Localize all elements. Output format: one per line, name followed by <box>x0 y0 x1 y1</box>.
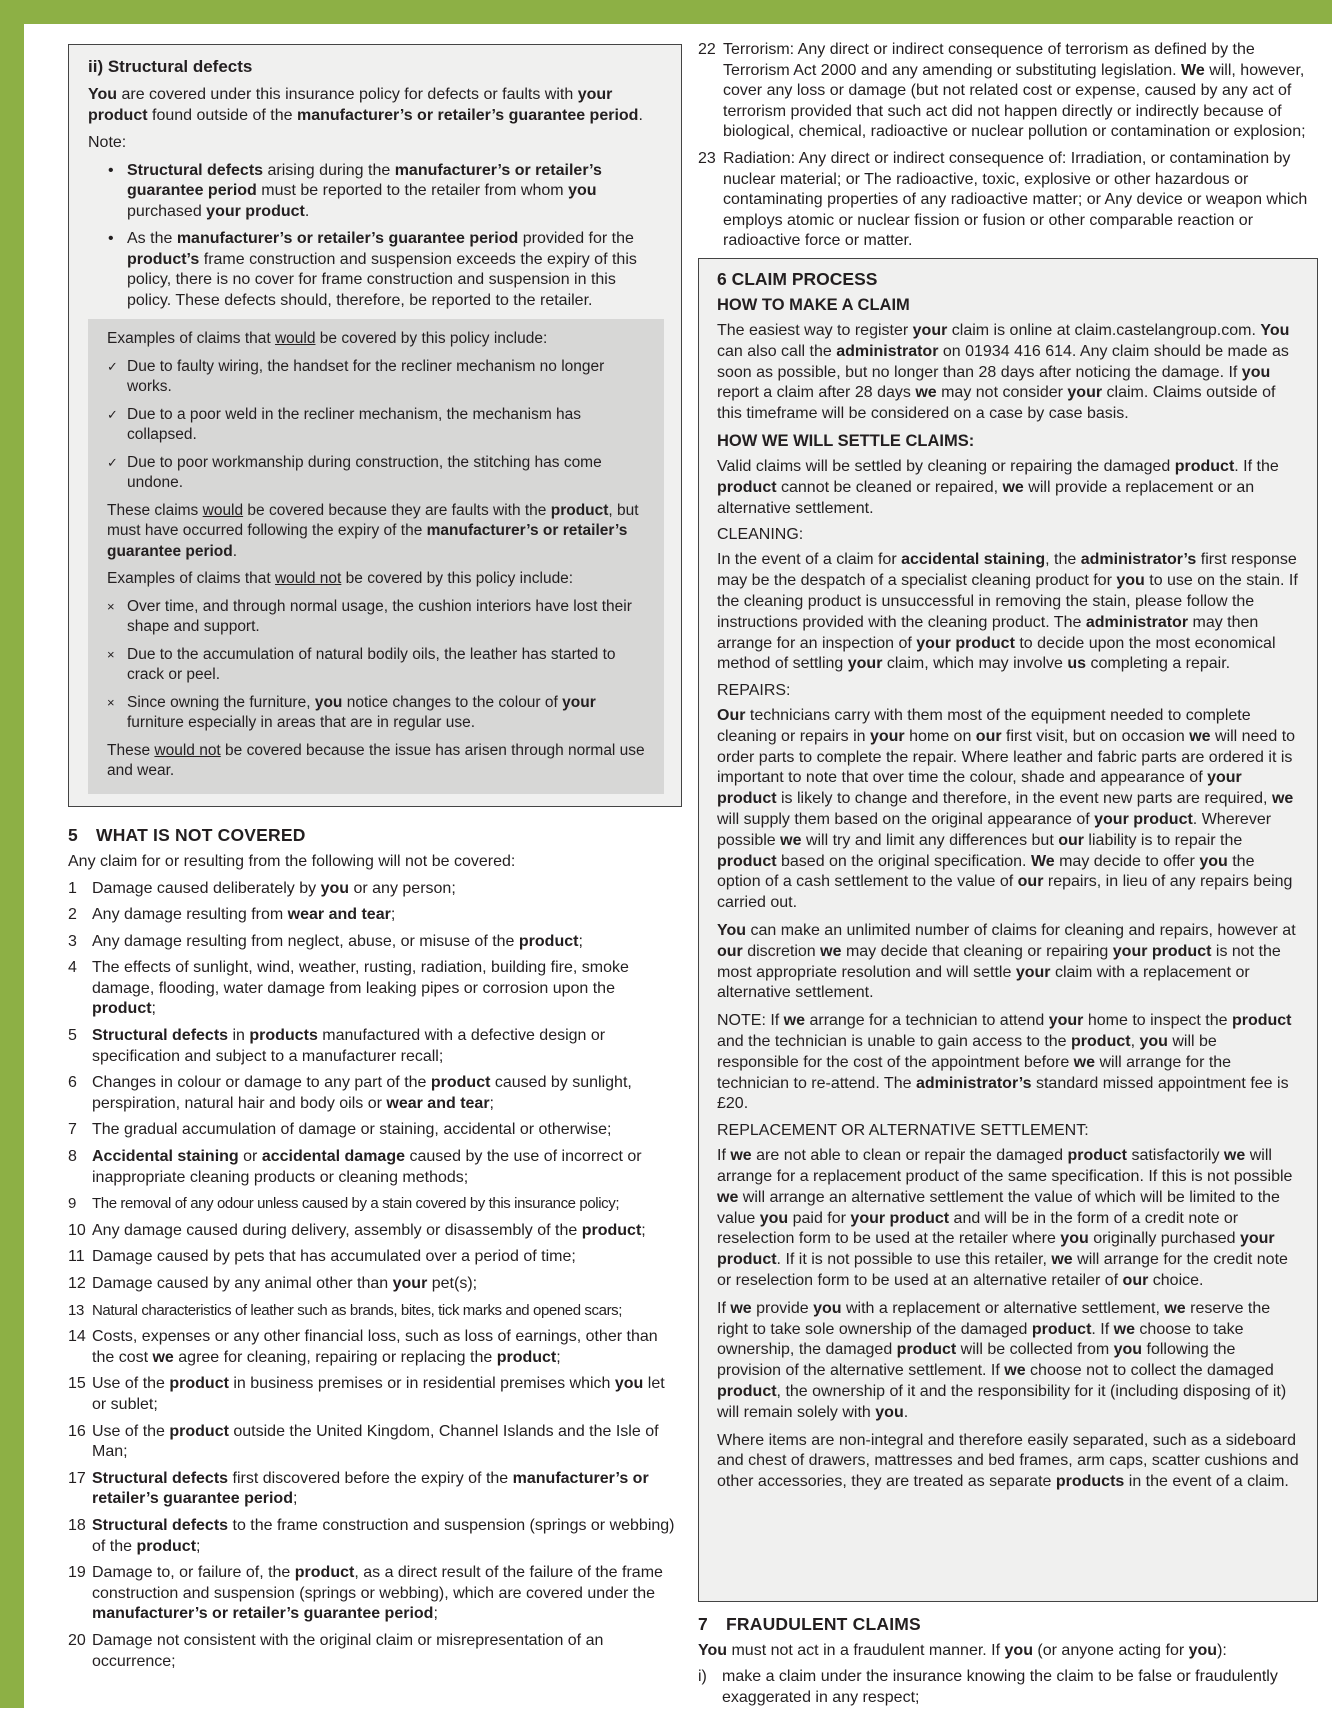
item-text: Accidental staining or accidental damage caused by the use of incorrect or inappropriate cleaning products or cleaning methods; <box>92 1148 642 1186</box>
fraud-conditions-list <box>698 1667 1318 1708</box>
note-bullet-list <box>88 161 663 312</box>
examples-panel <box>88 319 664 794</box>
check-icon: ✓ <box>107 358 118 374</box>
not-covered-examples-list <box>107 597 645 734</box>
example-text: Since owning the furniture, you notice changes to the colour of your furniture especially in areas that are in regular use. <box>127 693 596 731</box>
section-7-number: 7 <box>698 1613 708 1634</box>
note-label: Note: <box>88 134 127 151</box>
item-number: 17 <box>68 1469 86 1487</box>
cross-icon: × <box>107 598 115 614</box>
replacement-text: If we are not able to clean or repair the damaged product satisfactorily we will arrange for a replacement product of the same specification. If this is not possible we will arrange an alternative settlement the value of which will be limited to the value you paid for your product and will be in the form of a credit note or reselection form to be used at the retailer where you originally purchased your product. If it is not possible to use this retailer, we will arrange for the credit note or reselection form to be used at an alternative retailer of our choice. <box>717 1147 1293 1290</box>
settle-claims-text: Valid claims will be settled by cleaning or repairing the damaged product. If the product cannot be cleaned or repaired, we will provide a replacement or an alternative settlement. <box>717 457 1279 517</box>
settle-claims-heading: HOW WE WILL SETTLE CLAIMS: <box>717 431 975 450</box>
item-number: 4 <box>68 959 77 977</box>
example-item <box>107 405 645 446</box>
structural-intro: You are covered under this insurance policy for defects or faults with your product found outside of the manufacturer’s or retailer’s guarantee period. <box>88 86 643 124</box>
item-number: 11 <box>68 1248 85 1266</box>
item-text: make a claim under the insurance knowing the claim to be false or fraudulently exaggerated in any respect; <box>722 1668 1278 1707</box>
item-text: Structural defects in products manufactured with a defective design or specification and subject to a manufacturer recall; <box>92 1027 606 1065</box>
item-number: 2 <box>68 906 77 924</box>
repairs-heading: REPAIRS: <box>717 682 791 700</box>
section-5-intro: Any claim for or resulting from the following will not be covered: <box>68 853 516 870</box>
item-text: Use of the product in business premises or in residential premises which you let or sublet; <box>92 1375 665 1413</box>
note-bullet-item: • Structural defects arising during the manufacturer’s or retailer’s guarantee period must be reported to the retailer from whom you purchased your product. <box>88 161 663 223</box>
item-text: Damage not consistent with the original claim or misrepresentation of an occurrence; <box>92 1631 604 1670</box>
exclusions-list-continued <box>698 40 1318 252</box>
item-text: Any damage caused during delivery, assembly or disassembly of the product; <box>92 1221 646 1239</box>
item-number: 16 <box>68 1422 86 1440</box>
section-5-heading <box>68 825 682 846</box>
list-item <box>68 1073 682 1114</box>
item-number: 8 <box>68 1148 77 1166</box>
covered-summary: These claims would be covered because they are faults with the product, but must have occurred following the expiry of the manufacturer’s or retailer’s guarantee period. <box>107 501 639 560</box>
not-covered-examples-intro: Examples of claims that would not be covered by this policy include: <box>107 570 574 587</box>
list-item <box>68 1422 682 1463</box>
item-number: 10 <box>68 1221 86 1239</box>
item-text: Structural defects to the frame construction and suspension (springs or webbing) of the product; <box>92 1516 675 1555</box>
example-item <box>107 357 645 398</box>
unlimited-claims-text: You can make an unlimited number of claims for cleaning and repairs, however at our discretion we may decide that cleaning or repairing your product is not the most appropriate resolution and will settle your claim with a replacement or alternative settlement. <box>717 922 1296 1002</box>
item-text: The removal of any odour unless caused by a stain covered by this insurance policy; <box>92 1195 620 1213</box>
item-number: 20 <box>68 1631 86 1649</box>
list-item <box>68 1247 682 1268</box>
example-item <box>107 693 645 734</box>
item-text: The effects of sunlight, wind, weather, rusting, radiation, building fire, smoke damage, flooding, water damage from leaking pipes or corrosion upon the product; <box>92 959 629 1018</box>
example-text: Due to a poor weld in the recliner mechanism, the mechanism has collapsed. <box>127 405 582 443</box>
example-text: Due to faulty wiring, the handset for the recliner mechanism no longer works. <box>127 357 605 395</box>
check-icon: ✓ <box>107 406 118 422</box>
item-number: 1 <box>68 879 77 897</box>
list-item <box>68 1147 682 1188</box>
list-item <box>68 958 682 1020</box>
item-number: 14 <box>68 1328 86 1346</box>
list-item <box>68 932 682 953</box>
item-text: Any damage resulting from wear and tear; <box>92 906 396 924</box>
left-column <box>68 44 682 1678</box>
item-number: 23 <box>698 149 716 167</box>
list-item <box>68 1194 682 1215</box>
item-text: Damage caused by pets that has accumulated over a period of time; <box>92 1248 576 1266</box>
item-number: 15 <box>68 1375 86 1393</box>
non-integral-items-text: Where items are non-integral and therefore easily separated, such as a sideboard and chest of drawers, mattresses and bed frames, arm caps, scatter cushions and other accessories, they are treated as separate products in the event of a claim. <box>717 1431 1299 1491</box>
item-number: 3 <box>68 932 77 950</box>
not-covered-summary: These would not be covered because the issue has arisen through normal use and wear. <box>107 741 645 779</box>
list-item <box>68 1120 682 1141</box>
list-item <box>68 1516 682 1557</box>
item-number: 6 <box>68 1074 77 1092</box>
cleaning-heading: CLEANING: <box>717 526 804 544</box>
example-text: Due to the accumulation of natural bodily oils, the leather has started to crack or peel. <box>127 645 616 683</box>
section-5-number: 5 <box>68 825 78 845</box>
cross-icon: × <box>107 646 115 662</box>
item-number: 18 <box>68 1516 86 1534</box>
list-item <box>68 905 682 926</box>
claim-process-box <box>698 258 1318 1602</box>
right-column <box>698 40 1318 1715</box>
example-item <box>107 597 645 638</box>
list-item <box>698 40 1318 143</box>
item-text: Any damage resulting from neglect, abuse, or misuse of the product; <box>92 932 583 950</box>
item-text: Damage to, or failure of, the product, as a direct result of the failure of the frame construction and suspension (springs or webbing), which are covered under the manufacturer’s or retailer’s guarantee period; <box>92 1564 663 1623</box>
item-number: 7 <box>68 1121 77 1139</box>
item-number: 5 <box>68 1027 77 1045</box>
item-number: 9 <box>68 1195 76 1213</box>
note-bullet-item: • As the manufacturer’s or retailer’s guarantee period provided for the product’s frame construction and suspension exceeds the expiry of this policy, there is no cover for frame construction and suspension in this policy. These defects should, therefore, be reported to the retailer. <box>88 229 663 311</box>
list-item <box>68 1221 682 1242</box>
list-item <box>68 1327 682 1368</box>
item-text: The gradual accumulation of damage or staining, accidental or otherwise; <box>92 1121 612 1139</box>
exclusions-list <box>68 879 682 1673</box>
structural-defects-title: ii) Structural defects <box>88 57 253 76</box>
covered-examples-list <box>107 357 645 494</box>
list-item <box>68 1631 682 1672</box>
item-number: 12 <box>68 1275 86 1292</box>
section-7-heading <box>698 1614 1318 1635</box>
item-text: Costs, expenses or any other financial loss, such as loss of earnings, other than the cost we agree for cleaning, repairing or replacing the product; <box>92 1328 658 1366</box>
list-item <box>68 1374 682 1415</box>
item-number: i) <box>698 1668 707 1686</box>
top-color-band <box>0 0 1332 24</box>
how-to-claim-text: The easiest way to register your claim is online at claim.castelangroup.com. You can also call the administrator on 01934 416 614. Any claim should be made as soon as possible, but no longer than 28 days after noticing the damage. If you report a claim after 28 days we may not consider your claim. Claims outside of this timeframe will be considered on a case by case basis. <box>717 321 1290 423</box>
list-item <box>698 149 1318 252</box>
item-text: Changes in colour or damage to any part of the product caused by sunlight, perspiration, natural hair and body oils or wear and tear; <box>92 1074 632 1112</box>
covered-examples-intro: Examples of claims that would be covered by this policy include: <box>107 330 548 347</box>
item-text: Use of the product outside the United Kingdom, Channel Islands and the Isle of Man; <box>92 1422 659 1461</box>
example-text: Due to poor workmanship during construction, the stitching has come undone. <box>127 453 602 491</box>
list-item <box>68 1274 682 1295</box>
ownership-text: If we provide you with a replacement or alternative settlement, we reserve the right to take sole ownership of the damaged product. If we choose to take ownership, the damaged product will be collected from you following the provision of the alternative settlement. If we choose not to collect the damaged product, the ownership of it and the responsibility for it (including disposing of it) will remain solely with you. <box>717 1299 1287 1421</box>
item-text: Natural characteristics of leather such as brands, bites, tick marks and opened scars; <box>92 1301 623 1319</box>
structural-defects-box <box>68 44 682 807</box>
item-number: 13 <box>68 1301 84 1319</box>
cross-icon: × <box>107 694 115 710</box>
item-text: Damage caused by any animal other than your pet(s); <box>92 1275 478 1292</box>
list-item <box>68 1026 682 1067</box>
replacement-heading: REPLACEMENT OR ALTERNATIVE SETTLEMENT: <box>717 1122 1089 1140</box>
section-5-title: WHAT IS NOT COVERED <box>96 825 306 845</box>
item-text: Terrorism: Any direct or indirect consequence of terrorism as defined by the Terrorism Act 2000 and any amending or substituting legislation. We will, however, cover any loss or damage (but not related cost or expense, caused by any act of terrorism provided that such act did not happen directly or indirectly because of biological, chemical, radioactive or nuclear pollution or contamination or explosion; <box>723 41 1306 141</box>
missed-appointment-note: NOTE: If we arrange for a technician to attend your home to inspect the product and the technician is unable to gain access to the product, you will be responsible for the cost of the appointment before we will arrange for the technician to re-attend. The administrator’s standard missed appointment fee is £20. <box>717 1012 1292 1113</box>
list-item <box>68 1469 682 1510</box>
check-icon: ✓ <box>107 454 118 470</box>
item-text: Radiation: Any direct or indirect consequence of: Irradiation, or contamination by nuclear material; or The radioactive, toxic, explosive or other hazardous or contaminating properties of any radioactive matter; or Any device or weapon which employs atomic or nuclear fission or fusion or other comparable reaction or radioactive force or matter. <box>723 149 1308 250</box>
left-color-band <box>0 0 24 1708</box>
item-number: 19 <box>68 1564 86 1582</box>
example-item <box>107 453 645 494</box>
list-item <box>698 1667 1318 1708</box>
item-number: 22 <box>698 41 716 58</box>
list-item <box>68 1563 682 1625</box>
section-7-title: FRAUDULENT CLAIMS <box>726 1613 921 1634</box>
repairs-text: Our technicians carry with them most of the equipment needed to complete cleaning or repairs in your home on our first visit, but on occasion we will need to order parts to complete the repair. Where leather and fabric parts are ordered it is important to note that over time the colour, shade and appearance of your product is likely to change and therefore, in the event new parts are required, we will supply them based on the original appearance of your product. Wherever possible we will try and limit any differences but our liability is to repair the product based on the original specification. We may decide to offer you the option of a cash settlement to the value of our repairs, in lieu of any repairs being carried out. <box>717 707 1296 912</box>
example-item <box>107 645 645 686</box>
how-to-claim-heading: HOW TO MAKE A CLAIM <box>717 295 910 314</box>
list-item <box>68 879 682 900</box>
item-text: Damage caused deliberately by you or any person; <box>92 879 456 897</box>
list-item <box>68 1301 682 1322</box>
cleaning-text: In the event of a claim for accidental staining, the administrator’s first response may be the despatch of a specialist cleaning product for you to use on the stain. If the cleaning product is unsuccessful in removing the stain, please follow the instructions provided with the cleaning product. The administrator may then arrange for an inspection of your product to decide upon the most economical method of settling your claim, which may involve us completing a repair. <box>717 551 1298 673</box>
section-7-intro: You must not act in a fraudulent manner. If you (or anyone acting for you): <box>698 1641 1227 1659</box>
item-text: Structural defects first discovered before the expiry of the manufacturer’s or retailer’s guarantee period; <box>92 1469 649 1508</box>
example-text: Over time, and through normal usage, the cushion interiors have lost their shape and support. <box>127 597 632 635</box>
claim-process-title: 6 CLAIM PROCESS <box>717 268 878 289</box>
